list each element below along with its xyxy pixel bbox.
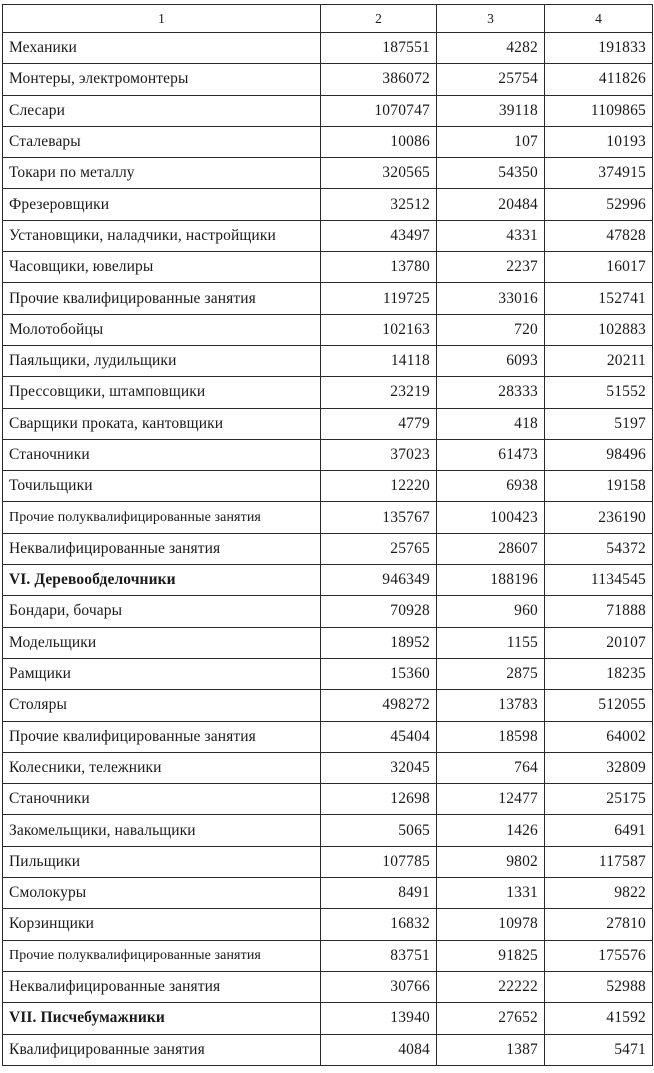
value-col-3: 13783 bbox=[437, 690, 545, 721]
table-row bbox=[3, 1003, 653, 1034]
value-col-4: 102883 bbox=[545, 314, 653, 345]
row-label: Рамщики bbox=[3, 658, 321, 689]
value-col-3: 2237 bbox=[437, 252, 545, 283]
value-col-2: 498272 bbox=[321, 690, 437, 721]
value-col-2: 187551 bbox=[321, 33, 437, 64]
row-label: Прочие полуквалифицированные занятия bbox=[3, 940, 321, 971]
column-header-2: 2 bbox=[321, 5, 437, 33]
value-col-3: 100423 bbox=[437, 502, 545, 533]
value-col-4: 25175 bbox=[545, 784, 653, 815]
row-label: VII. Писчебумажники bbox=[3, 1003, 321, 1034]
value-col-4: 64002 bbox=[545, 721, 653, 752]
value-col-3: 188196 bbox=[437, 565, 545, 596]
value-col-3: 1155 bbox=[437, 627, 545, 658]
value-col-2: 107785 bbox=[321, 846, 437, 877]
value-col-3: 6093 bbox=[437, 345, 545, 376]
value-col-3: 12477 bbox=[437, 784, 545, 815]
table-row bbox=[3, 627, 653, 658]
value-col-2: 16832 bbox=[321, 909, 437, 940]
value-col-3: 39118 bbox=[437, 95, 545, 126]
value-col-3: 4282 bbox=[437, 33, 545, 64]
row-label: Прочие полуквалифицированные занятия bbox=[3, 502, 321, 533]
value-col-2: 30766 bbox=[321, 971, 437, 1002]
table-body bbox=[3, 33, 653, 1066]
value-col-4: 10193 bbox=[545, 126, 653, 157]
table-row bbox=[3, 126, 653, 157]
value-col-2: 32512 bbox=[321, 189, 437, 220]
value-col-4: 191833 bbox=[545, 33, 653, 64]
value-col-2: 946349 bbox=[321, 565, 437, 596]
value-col-2: 45404 bbox=[321, 721, 437, 752]
value-col-3: 960 bbox=[437, 596, 545, 627]
row-label: Корзинщики bbox=[3, 909, 321, 940]
value-col-4: 51552 bbox=[545, 377, 653, 408]
table-row bbox=[3, 1034, 653, 1065]
value-col-3: 20484 bbox=[437, 189, 545, 220]
value-col-3: 28333 bbox=[437, 377, 545, 408]
value-col-3: 6938 bbox=[437, 471, 545, 502]
value-col-4: 20107 bbox=[545, 627, 653, 658]
value-col-2: 4779 bbox=[321, 408, 437, 439]
table-row bbox=[3, 846, 653, 877]
value-col-2: 135767 bbox=[321, 502, 437, 533]
row-label: Столяры bbox=[3, 690, 321, 721]
value-col-3: 10978 bbox=[437, 909, 545, 940]
row-label: Молотобойцы bbox=[3, 314, 321, 345]
value-col-3: 107 bbox=[437, 126, 545, 157]
row-label: Прочие квалифицированные занятия bbox=[3, 721, 321, 752]
row-label: Прочие квалифицированные занятия bbox=[3, 283, 321, 314]
row-label: Фрезеровщики bbox=[3, 189, 321, 220]
row-label: Закомельщики, навальщики bbox=[3, 815, 321, 846]
value-col-2: 25765 bbox=[321, 533, 437, 564]
row-label: Неквалифицированные занятия bbox=[3, 533, 321, 564]
value-col-2: 15360 bbox=[321, 658, 437, 689]
value-col-4: 19158 bbox=[545, 471, 653, 502]
value-col-2: 83751 bbox=[321, 940, 437, 971]
value-col-4: 32809 bbox=[545, 752, 653, 783]
value-col-2: 102163 bbox=[321, 314, 437, 345]
value-col-3: 1426 bbox=[437, 815, 545, 846]
value-col-4: 54372 bbox=[545, 533, 653, 564]
value-col-4: 52988 bbox=[545, 971, 653, 1002]
row-label: Станочники bbox=[3, 439, 321, 470]
value-col-4: 236190 bbox=[545, 502, 653, 533]
table-row bbox=[3, 909, 653, 940]
value-col-3: 25754 bbox=[437, 64, 545, 95]
value-col-4: 41592 bbox=[545, 1003, 653, 1034]
value-col-3: 54350 bbox=[437, 158, 545, 189]
value-col-3: 720 bbox=[437, 314, 545, 345]
table-row bbox=[3, 220, 653, 251]
value-col-3: 27652 bbox=[437, 1003, 545, 1034]
row-label: Станочники bbox=[3, 784, 321, 815]
row-label: Часовщики, ювелиры bbox=[3, 252, 321, 283]
row-label: Точильщики bbox=[3, 471, 321, 502]
table-row bbox=[3, 690, 653, 721]
value-col-2: 14118 bbox=[321, 345, 437, 376]
table-row bbox=[3, 377, 653, 408]
value-col-3: 418 bbox=[437, 408, 545, 439]
value-col-2: 119725 bbox=[321, 283, 437, 314]
value-col-4: 512055 bbox=[545, 690, 653, 721]
row-label: Паяльщики, лудильщики bbox=[3, 345, 321, 376]
column-header-1: 1 bbox=[3, 5, 321, 33]
value-col-2: 386072 bbox=[321, 64, 437, 95]
table-row bbox=[3, 658, 653, 689]
value-col-2: 23219 bbox=[321, 377, 437, 408]
table-row bbox=[3, 439, 653, 470]
row-label: Сталевары bbox=[3, 126, 321, 157]
value-col-3: 2875 bbox=[437, 658, 545, 689]
value-col-2: 320565 bbox=[321, 158, 437, 189]
value-col-2: 8491 bbox=[321, 878, 437, 909]
value-col-4: 117587 bbox=[545, 846, 653, 877]
table-row bbox=[3, 158, 653, 189]
value-col-2: 4084 bbox=[321, 1034, 437, 1065]
value-col-4: 52996 bbox=[545, 189, 653, 220]
value-col-2: 37023 bbox=[321, 439, 437, 470]
value-col-4: 152741 bbox=[545, 283, 653, 314]
value-col-4: 6491 bbox=[545, 815, 653, 846]
table-row bbox=[3, 784, 653, 815]
value-col-2: 12698 bbox=[321, 784, 437, 815]
value-col-2: 32045 bbox=[321, 752, 437, 783]
value-col-3: 1331 bbox=[437, 878, 545, 909]
value-col-2: 5065 bbox=[321, 815, 437, 846]
row-label: Смолокуры bbox=[3, 878, 321, 909]
value-col-3: 91825 bbox=[437, 940, 545, 971]
value-col-2: 13780 bbox=[321, 252, 437, 283]
value-col-3: 9802 bbox=[437, 846, 545, 877]
row-label: Модельщики bbox=[3, 627, 321, 658]
value-col-4: 27810 bbox=[545, 909, 653, 940]
value-col-2: 12220 bbox=[321, 471, 437, 502]
table-row bbox=[3, 408, 653, 439]
table-row bbox=[3, 95, 653, 126]
value-col-2: 13940 bbox=[321, 1003, 437, 1034]
table-row bbox=[3, 283, 653, 314]
value-col-2: 10086 bbox=[321, 126, 437, 157]
row-label: Монтеры, электромонтеры bbox=[3, 64, 321, 95]
table-row bbox=[3, 940, 653, 971]
table-row bbox=[3, 33, 653, 64]
value-col-4: 20211 bbox=[545, 345, 653, 376]
row-label: Токари по металлу bbox=[3, 158, 321, 189]
table-row bbox=[3, 345, 653, 376]
row-label: Квалифицированные занятия bbox=[3, 1034, 321, 1065]
table-row bbox=[3, 533, 653, 564]
row-label: Бондари, бочары bbox=[3, 596, 321, 627]
row-label: Неквалифицированные занятия bbox=[3, 971, 321, 1002]
row-label: Пильщики bbox=[3, 846, 321, 877]
value-col-3: 764 bbox=[437, 752, 545, 783]
row-label: Установщики, наладчики, настройщики bbox=[3, 220, 321, 251]
value-col-4: 1134545 bbox=[545, 565, 653, 596]
value-col-3: 33016 bbox=[437, 283, 545, 314]
value-col-2: 18952 bbox=[321, 627, 437, 658]
table-row bbox=[3, 252, 653, 283]
row-label: Слесари bbox=[3, 95, 321, 126]
value-col-3: 18598 bbox=[437, 721, 545, 752]
value-col-4: 18235 bbox=[545, 658, 653, 689]
table-row bbox=[3, 971, 653, 1002]
value-col-4: 5471 bbox=[545, 1034, 653, 1065]
header-row bbox=[3, 5, 653, 33]
column-header-4: 4 bbox=[545, 5, 653, 33]
value-col-2: 70928 bbox=[321, 596, 437, 627]
table-row bbox=[3, 815, 653, 846]
table-row bbox=[3, 189, 653, 220]
column-header-3: 3 bbox=[437, 5, 545, 33]
row-label: Прессовщики, штамповщики bbox=[3, 377, 321, 408]
value-col-4: 47828 bbox=[545, 220, 653, 251]
value-col-2: 43497 bbox=[321, 220, 437, 251]
value-col-4: 374915 bbox=[545, 158, 653, 189]
value-col-2: 1070747 bbox=[321, 95, 437, 126]
value-col-3: 61473 bbox=[437, 439, 545, 470]
value-col-4: 5197 bbox=[545, 408, 653, 439]
value-col-4: 98496 bbox=[545, 439, 653, 470]
value-col-4: 16017 bbox=[545, 252, 653, 283]
row-label: Сварщики проката, кантовщики bbox=[3, 408, 321, 439]
table-row bbox=[3, 596, 653, 627]
table-row bbox=[3, 502, 653, 533]
value-col-3: 22222 bbox=[437, 971, 545, 1002]
table-row bbox=[3, 752, 653, 783]
table-row bbox=[3, 471, 653, 502]
value-col-4: 175576 bbox=[545, 940, 653, 971]
row-label: Механики bbox=[3, 33, 321, 64]
table-row bbox=[3, 565, 653, 596]
row-label: VI. Деревообделочники bbox=[3, 565, 321, 596]
value-col-3: 4331 bbox=[437, 220, 545, 251]
occupation-table bbox=[2, 4, 653, 1066]
table-row bbox=[3, 721, 653, 752]
value-col-4: 411826 bbox=[545, 64, 653, 95]
value-col-4: 1109865 bbox=[545, 95, 653, 126]
table-header bbox=[3, 5, 653, 33]
table-row bbox=[3, 878, 653, 909]
row-label: Колесники, тележники bbox=[3, 752, 321, 783]
value-col-4: 9822 bbox=[545, 878, 653, 909]
value-col-3: 1387 bbox=[437, 1034, 545, 1065]
table-row bbox=[3, 64, 653, 95]
value-col-3: 28607 bbox=[437, 533, 545, 564]
value-col-4: 71888 bbox=[545, 596, 653, 627]
table-row bbox=[3, 314, 653, 345]
